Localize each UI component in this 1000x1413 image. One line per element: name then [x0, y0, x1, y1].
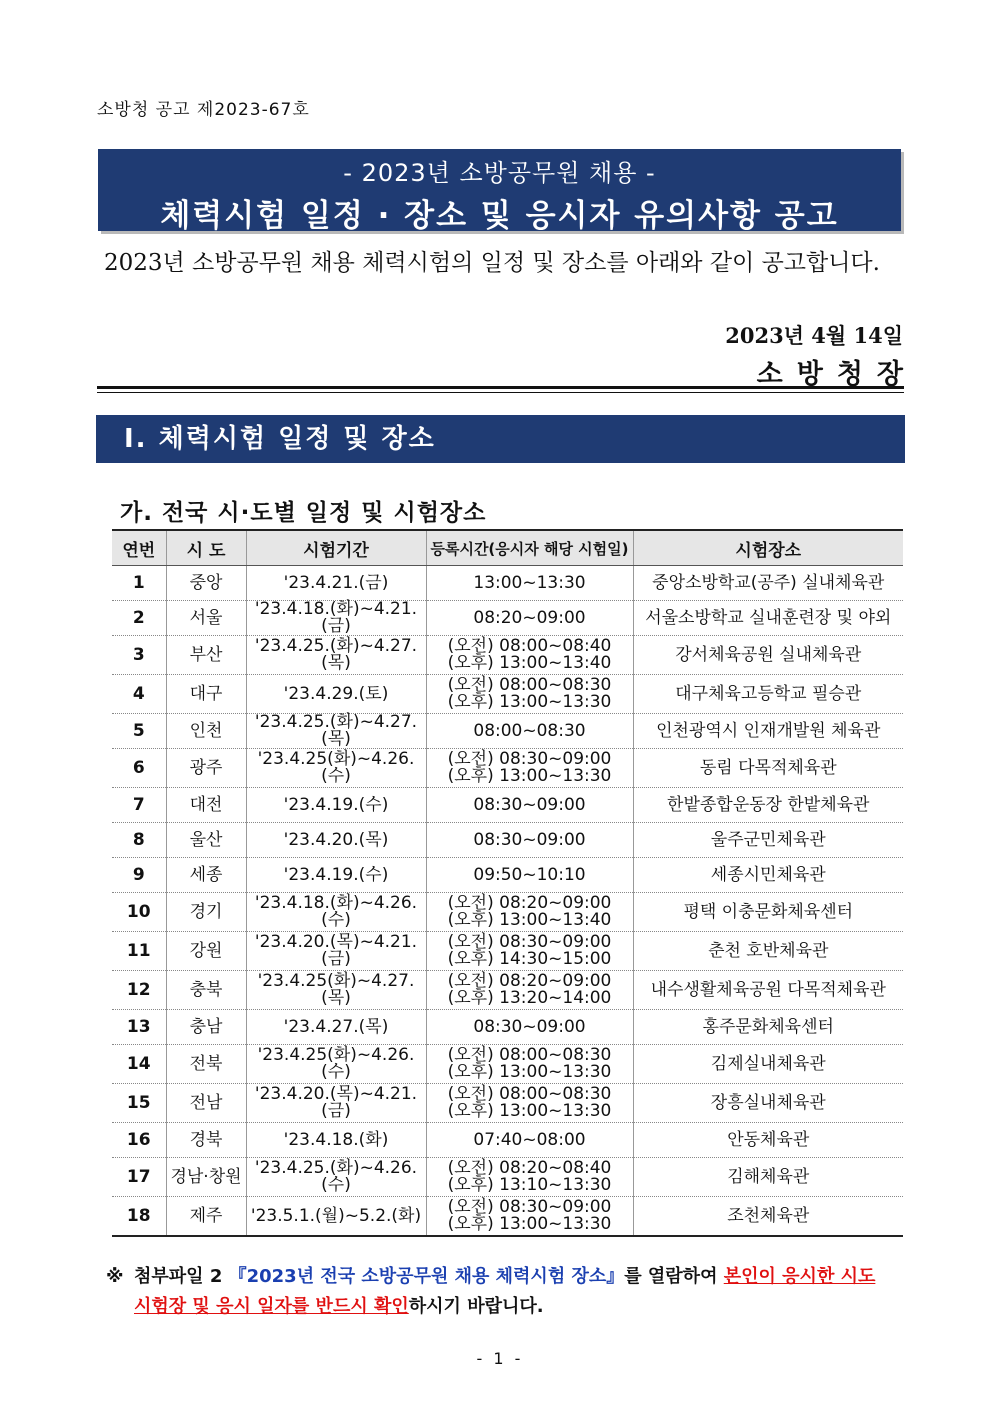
title-subtitle: - 2023년 소방공무원 채용 -: [343, 159, 656, 187]
cell-region: 전남: [166, 1084, 246, 1123]
cell-period: '23.4.18.(화): [246, 1123, 426, 1158]
cell-venue: 김제실내체육관: [633, 1045, 903, 1084]
cell-no: 15: [112, 1084, 166, 1123]
cell-registration: [426, 1084, 633, 1123]
registration-line: (오후) 13:00~13:30: [447, 766, 612, 786]
cell-no: 14: [112, 1045, 166, 1084]
table-row: [112, 714, 903, 749]
cell-venue: 대구체육고등학교 필승관: [633, 675, 903, 714]
registration-line: 08:30~09:00: [473, 794, 586, 815]
footnote-attachment-title: 『2023년 전국 소방공무원 채용 체력시험 장소』: [228, 1266, 625, 1287]
cell-region: 경북: [166, 1123, 246, 1158]
registration-line: 08:30~09:00: [473, 829, 586, 850]
registration-line: (오전) 08:00~08:30: [447, 1045, 612, 1065]
cell-venue: 조천체육관: [633, 1197, 903, 1237]
cell-venue: 평택 이충문화체육센터: [633, 893, 903, 932]
header-region: 시 도: [166, 530, 246, 566]
cell-registration: [426, 932, 633, 971]
cell-region: 세종: [166, 858, 246, 893]
cell-region: 대구: [166, 675, 246, 714]
cell-no: 5: [112, 714, 166, 749]
page-number: - 1 -: [476, 1349, 524, 1368]
cell-venue: 중앙소방학교(공주) 실내체육관: [633, 566, 903, 601]
registration-line: 13:00~13:30: [473, 572, 586, 593]
cell-period: '23.4.25(화)~4.27.(목): [246, 971, 426, 1010]
registration-line: 08:20~09:00: [473, 607, 586, 628]
cell-registration: [426, 601, 633, 636]
registration-line: (오전) 08:00~08:40: [447, 636, 612, 656]
table-row: [112, 1197, 903, 1237]
cell-period: '23.4.18.(화)~4.26.(수): [246, 893, 426, 932]
cell-registration: [426, 788, 633, 823]
cell-period: '23.4.25.(화)~4.27.(목): [246, 714, 426, 749]
cell-no: 4: [112, 675, 166, 714]
cell-period: '23.4.19.(수): [246, 858, 426, 893]
cell-no: 7: [112, 788, 166, 823]
table-row: [112, 566, 903, 601]
cell-venue: 동림 다목적체육관: [633, 749, 903, 788]
title-banner: [98, 149, 901, 234]
table-row: [112, 1123, 903, 1158]
table-header-row: [112, 530, 903, 566]
registration-line: (오후) 13:00~13:30: [447, 1062, 612, 1082]
table-row: [112, 971, 903, 1010]
cell-registration: [426, 636, 633, 675]
table-row: [112, 749, 903, 788]
registration-line: (오후) 13:00~13:40: [447, 910, 612, 930]
cell-registration: [426, 714, 633, 749]
header-no: 연번: [112, 530, 166, 566]
section-heading: Ⅰ. 체력시험 일정 및 장소: [96, 415, 905, 463]
divider-thick: [97, 386, 904, 389]
table-row: [112, 932, 903, 971]
cell-region: 중앙: [166, 566, 246, 601]
cell-no: 6: [112, 749, 166, 788]
cell-region: 서울: [166, 601, 246, 636]
cell-region: 전북: [166, 1045, 246, 1084]
cell-period: '23.4.25.(화)~4.27.(목): [246, 636, 426, 675]
cell-venue: 홍주문화체육센터: [633, 1010, 903, 1045]
cell-venue: 안동체육관: [633, 1123, 903, 1158]
cell-region: 충남: [166, 1010, 246, 1045]
schedule-table: [112, 529, 903, 1237]
table-row: [112, 1158, 903, 1197]
cell-region: 부산: [166, 636, 246, 675]
cell-period: '23.4.29.(토): [246, 675, 426, 714]
registration-line: 08:00~08:30: [473, 720, 586, 741]
footnote-warning-2: 시험장 및 응시 일자를 반드시 확인: [134, 1296, 409, 1317]
cell-no: 16: [112, 1123, 166, 1158]
footnote-warning-1: 본인이 응시한 시도: [723, 1266, 876, 1287]
cell-region: 울산: [166, 823, 246, 858]
cell-period: '23.4.25(화)~4.26.(수): [246, 749, 426, 788]
table-row: [112, 893, 903, 932]
registration-line: (오후) 13:00~13:40: [447, 653, 612, 673]
footnote-text-2: 를 열람하여: [624, 1266, 724, 1287]
cell-venue: 세종시민체육관: [633, 858, 903, 893]
registration-line: (오전) 08:20~09:00: [447, 971, 612, 991]
cell-registration: [426, 675, 633, 714]
cell-period: '23.4.18.(화)~4.21.(금): [246, 601, 426, 636]
cell-no: 12: [112, 971, 166, 1010]
cell-registration: [426, 1123, 633, 1158]
notice-date: 2023년 4월 14일: [725, 323, 903, 348]
cell-period: '23.5.1.(월)~5.2.(화): [246, 1197, 426, 1237]
cell-registration: [426, 749, 633, 788]
registration-line: (오후) 13:00~13:30: [447, 1101, 612, 1121]
cell-no: 11: [112, 932, 166, 971]
cell-no: 1: [112, 566, 166, 601]
registration-line: 08:30~09:00: [473, 1016, 586, 1037]
cell-no: 18: [112, 1197, 166, 1237]
table-row: [112, 636, 903, 675]
registration-line: (오전) 08:20~09:00: [447, 893, 612, 913]
registration-line: (오전) 08:30~09:00: [447, 1197, 612, 1217]
header-period: 시험기간: [246, 530, 426, 566]
cell-period: '23.4.19.(수): [246, 788, 426, 823]
cell-no: 9: [112, 858, 166, 893]
cell-venue: 강서체육공원 실내체육관: [633, 636, 903, 675]
cell-venue: 김해체육관: [633, 1158, 903, 1197]
registration-line: (오후) 13:00~13:30: [447, 1214, 612, 1234]
signer: 소방청장: [756, 359, 917, 390]
cell-venue: 서울소방학교 실내훈련장 및 야외: [633, 601, 903, 636]
table-row: [112, 601, 903, 636]
cell-period: '23.4.27.(목): [246, 1010, 426, 1045]
cell-period: '23.4.20.(목)~4.21.(금): [246, 1084, 426, 1123]
table-row: [112, 1084, 903, 1123]
cell-registration: [426, 1158, 633, 1197]
cell-period: '23.4.25.(화)~4.26.(수): [246, 1158, 426, 1197]
cell-registration: [426, 823, 633, 858]
cell-region: 경기: [166, 893, 246, 932]
table-row: [112, 1010, 903, 1045]
cell-registration: [426, 566, 633, 601]
table-row: [112, 1045, 903, 1084]
cell-venue: 장흥실내체육관: [633, 1084, 903, 1123]
registration-line: (오전) 08:20~08:40: [447, 1158, 612, 1178]
registration-line: (오전) 08:00~08:30: [447, 1084, 612, 1104]
cell-venue: 한밭종합운동장 한밭체육관: [633, 788, 903, 823]
cell-no: 10: [112, 893, 166, 932]
cell-venue: 춘천 호반체육관: [633, 932, 903, 971]
cell-no: 3: [112, 636, 166, 675]
cell-region: 경남·창원: [166, 1158, 246, 1197]
cell-period: '23.4.21.(금): [246, 566, 426, 601]
cell-period: '23.4.25(화)~4.26.(수): [246, 1045, 426, 1084]
cell-registration: [426, 971, 633, 1010]
cell-no: 2: [112, 601, 166, 636]
footnote-mark: ※: [106, 1266, 124, 1287]
cell-region: 제주: [166, 1197, 246, 1237]
table-row: [112, 675, 903, 714]
footnote: [106, 1262, 906, 1322]
table-row: [112, 858, 903, 893]
header-venue: 시험장소: [633, 530, 903, 566]
intro-paragraph: 2023년 소방공무원 채용 체력시험의 일정 및 장소를 아래와 같이 공고합니다.: [104, 250, 880, 276]
registration-line: (오전) 08:30~09:00: [447, 749, 612, 769]
cell-region: 광주: [166, 749, 246, 788]
cell-period: '23.4.20.(목): [246, 823, 426, 858]
registration-line: (오후) 13:00~13:30: [447, 692, 612, 712]
footnote-text-3: 하시기 바랍니다.: [408, 1296, 544, 1317]
registration-line: 07:40~08:00: [473, 1129, 586, 1150]
page-title: 체력시험 일정 · 장소 및 응시자 유의사항 공고: [160, 198, 839, 234]
cell-venue: 울주군민체육관: [633, 823, 903, 858]
cell-registration: [426, 893, 633, 932]
cell-region: 인천: [166, 714, 246, 749]
cell-registration: [426, 858, 633, 893]
cell-venue: 인천광역시 인재개발원 체육관: [633, 714, 903, 749]
registration-line: (오전) 08:00~08:30: [447, 675, 612, 695]
cell-registration: [426, 1010, 633, 1045]
registration-line: (오후) 13:20~14:00: [447, 988, 612, 1008]
table-row: [112, 823, 903, 858]
registration-line: (오후) 14:30~15:00: [447, 949, 612, 969]
sub-heading: 가. 전국 시·도별 일정 및 시험장소: [120, 500, 487, 526]
registration-line: 09:50~10:10: [473, 864, 586, 885]
registration-line: (오전) 08:30~09:00: [447, 932, 612, 952]
cell-no: 13: [112, 1010, 166, 1045]
cell-no: 8: [112, 823, 166, 858]
cell-registration: [426, 1197, 633, 1237]
notice-number: 소방청 공고 제2023-67호: [97, 100, 310, 120]
table-row: [112, 788, 903, 823]
divider-thin: [97, 392, 904, 393]
cell-registration: [426, 1045, 633, 1084]
registration-line: (오후) 13:10~13:30: [447, 1175, 612, 1195]
cell-venue: 내수생활체육공원 다목적체육관: [633, 971, 903, 1010]
cell-period: '23.4.20.(목)~4.21.(금): [246, 932, 426, 971]
cell-region: 강원: [166, 932, 246, 971]
cell-region: 충북: [166, 971, 246, 1010]
footnote-text-1: 첨부파일 2: [134, 1266, 229, 1287]
cell-region: 대전: [166, 788, 246, 823]
header-registration: 등록시간(응시자 해당 시험일): [426, 530, 633, 566]
cell-no: 17: [112, 1158, 166, 1197]
